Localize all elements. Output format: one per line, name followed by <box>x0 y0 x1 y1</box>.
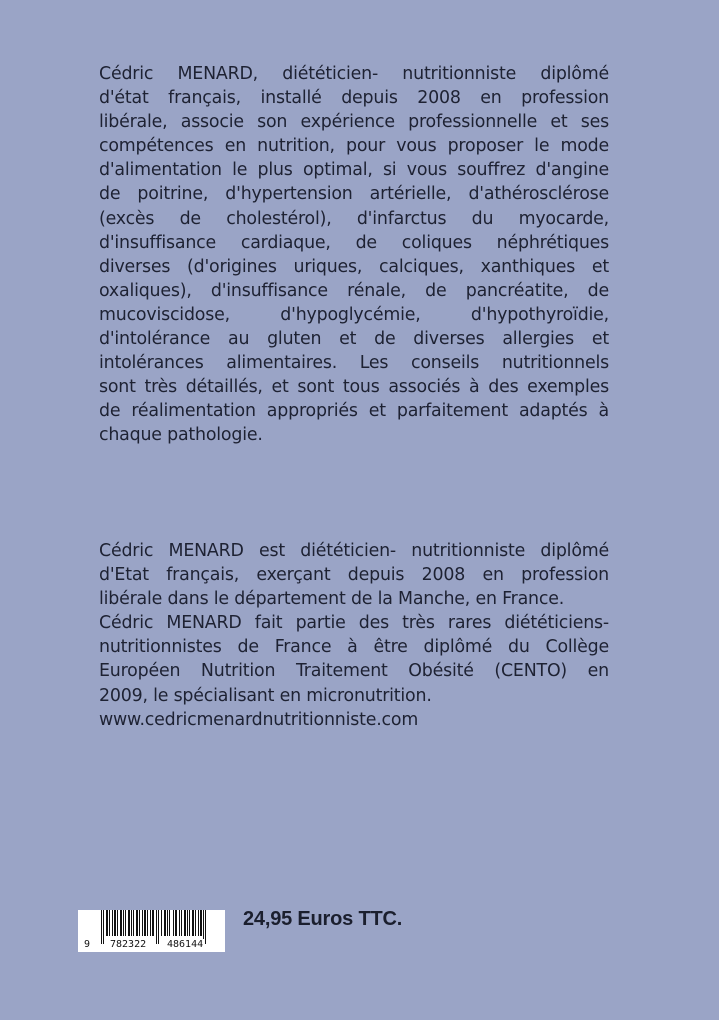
blurb-line: (excès de cholestérol), d'infarctus du myocarde, <box>99 208 609 229</box>
bio-line: 2009, le spécialisant en micronutrition. <box>99 685 432 706</box>
blurb-line: libérale, associe son expérience professionnelle et ses <box>99 112 609 133</box>
blurb-line: d'état français, installé depuis 2008 en profession <box>99 88 609 109</box>
bio-line: Européen Nutrition Traitement Obésité (CENTO) en <box>99 661 609 682</box>
isbn-left-group: 782322 <box>110 939 147 950</box>
isbn-barcode <box>78 910 225 952</box>
isbn-prefix: 9 <box>84 939 91 950</box>
blurb-line: d'intolérance au gluten et de diverses allergies et <box>99 329 609 350</box>
bio-line: Cédric MENARD fait partie des très rares diététiciens- <box>99 613 609 634</box>
blurb-line: mucoviscidose, d'hypoglycémie, d'hypothyroïdie, <box>99 304 609 325</box>
bio-line: Cédric MENARD est diététicien- nutritionniste diplômé <box>99 541 609 561</box>
back-cover-blurb <box>99 62 609 448</box>
barcode-bars-icon <box>101 910 220 942</box>
blurb-line: d'insuffisance cardiaque, de coliques néphrétiques <box>99 232 609 253</box>
blurb-line: diverses (d'origines uriques, calciques, xanthiques et <box>99 256 609 277</box>
author-website: www.cedricmenardnutritionniste.com <box>99 709 419 730</box>
blurb-line: sont très détaillés, et sont tous associés à des exemples <box>99 377 609 398</box>
bio-line: d'Etat français, exerçant depuis 2008 en profession <box>99 565 609 586</box>
isbn-right-group: 486144 <box>167 939 204 950</box>
blurb-line: de réalimentation appropriés et parfaitement adaptés à <box>99 401 609 422</box>
blurb-line: d'alimentation le plus optimal, si vous souffrez d'angine <box>99 160 609 181</box>
blurb-line: Cédric MENARD, diététicien- nutritionniste diplômé <box>99 64 609 84</box>
bio-line: libérale dans le département de la Manche, en France. <box>99 589 565 610</box>
blurb-line: intolérances alimentaires. Les conseils nutritionnels <box>99 353 609 374</box>
blurb-line: chaque pathologie. <box>99 425 263 446</box>
blurb-line: oxaliques), d'insuffisance rénale, de pancréatite, de <box>99 280 609 301</box>
blurb-line: compétences en nutrition, pour vous proposer le mode <box>99 136 609 157</box>
price-label: 24,95 Euros TTC. <box>243 908 403 930</box>
blurb-line: de poitrine, d'hypertension artérielle, d'athérosclérose <box>99 184 609 205</box>
author-bio <box>99 539 609 732</box>
bio-line: nutritionnistes de France à être diplômé du Collège <box>99 637 609 658</box>
